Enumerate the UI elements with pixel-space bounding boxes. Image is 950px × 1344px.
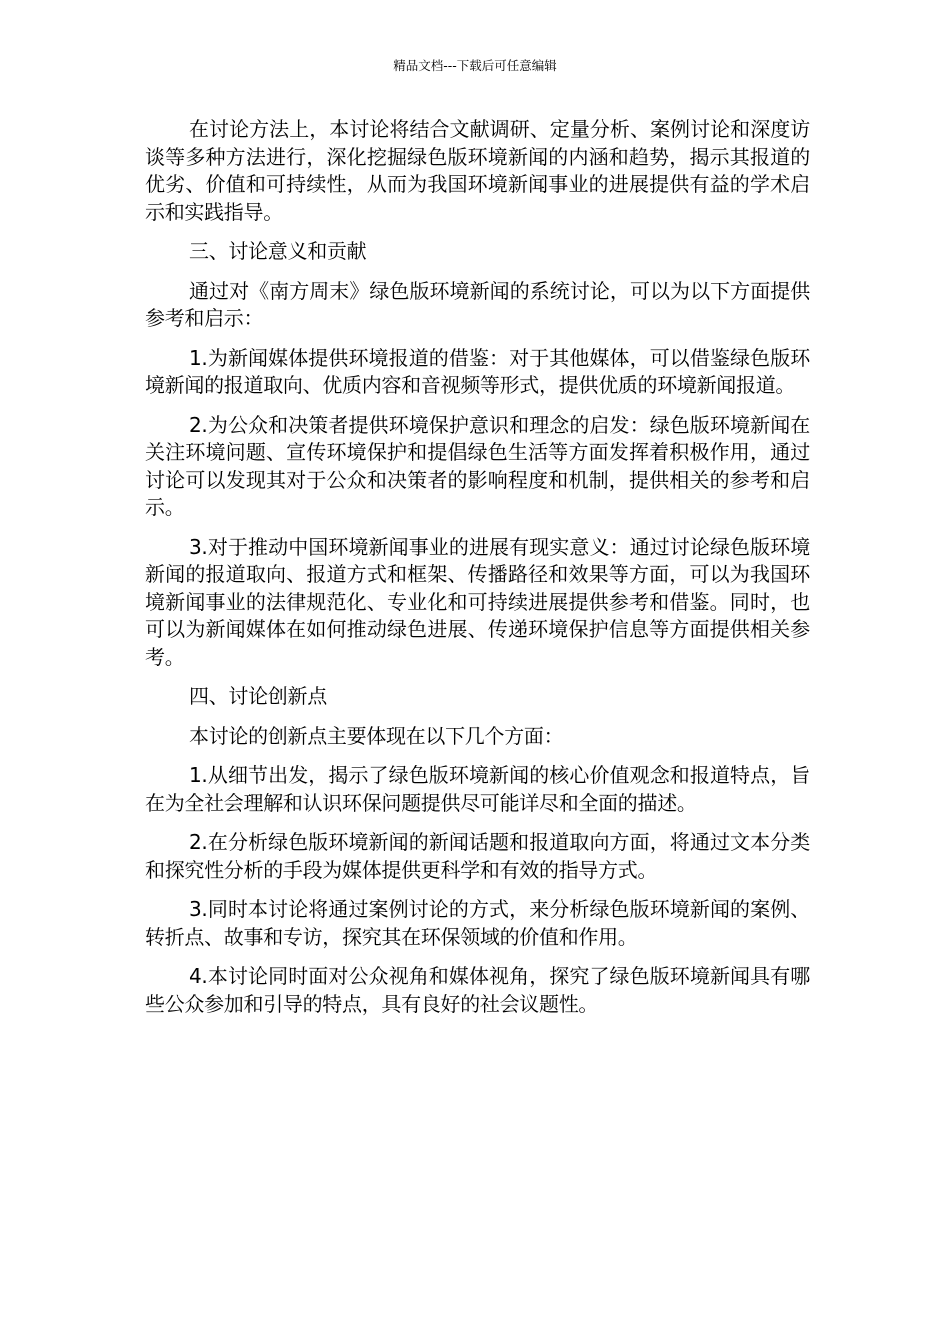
list-item-significance-2: 2.为公众和决策者提供环境保护意识和理念的启发：绿色版环境新闻在关注环境问题、宣传环境保护和提倡绿色生活等方面发挥着积极作用，通过讨论可以发现其对于公众和决策者的影响程度和机制，提供相关的参考和启示。 (145, 412, 810, 519)
section-heading-significance: 三、讨论意义和贡献 (189, 239, 367, 263)
paragraph-innovation-intro: 本讨论的创新点主要体现在以下几个方面： (189, 723, 564, 748)
paragraph-significance-intro: 通过对《南方周末》绿色版环境新闻的系统讨论，可以为以下方面提供参考和启示： (145, 278, 810, 330)
list-item-innovation-3: 3.同时本讨论将通过案例讨论的方式，来分析绿色版环境新闻的案例、转折点、故事和专访，探究其在环保领域的价值和作用。 (145, 897, 810, 949)
list-item-innovation-1: 1.从细节出发，揭示了绿色版环境新闻的核心价值观念和报道特点，旨在为全社会理解和认识环保问题提供尽可能详尽和全面的描述。 (145, 763, 810, 815)
section-heading-innovation: 四、讨论创新点 (189, 684, 327, 708)
list-item-significance-3: 3.对于推动中国环境新闻事业的进展有现实意义：通过讨论绿色版环境新闻的报道取向、报道方式和框架、传播路径和效果等方面，可以为我国环境新闻事业的法律规范化、专业化和可持续进展提供参考和借鉴。同时，也可以为新闻媒体在如何推动绿色进展、传递环境保护信息等方面提供相关参考。 (145, 534, 810, 669)
paragraph-research-methods: 在讨论方法上，本讨论将结合文献调研、定量分析、案例讨论和深度访谈等多种方法进行，深化挖掘绿色版环境新闻的内涵和趋势，揭示其报道的优劣、价值和可持续性，从而为我国环境新闻事业的进展提供有益的学术启示和实践指导。 (145, 117, 810, 224)
list-item-significance-1: 1.为新闻媒体提供环境报道的借鉴：对于其他媒体，可以借鉴绿色版环境新闻的报道取向、优质内容和音视频等形式，提供优质的环境新闻报道。 (145, 345, 810, 397)
list-item-innovation-2: 2.在分析绿色版环境新闻的新闻话题和报道取向方面，将通过文本分类和探究性分析的手段为媒体提供更科学和有效的指导方式。 (145, 830, 810, 882)
list-item-innovation-4: 4.本讨论同时面对公众视角和媒体视角，探究了绿色版环境新闻具有哪些公众参加和引导的特点，具有良好的社会议题性。 (145, 964, 810, 1016)
document-body (145, 116, 810, 1030)
page-header: 精品文档---下载后可任意编辑 (393, 58, 557, 73)
